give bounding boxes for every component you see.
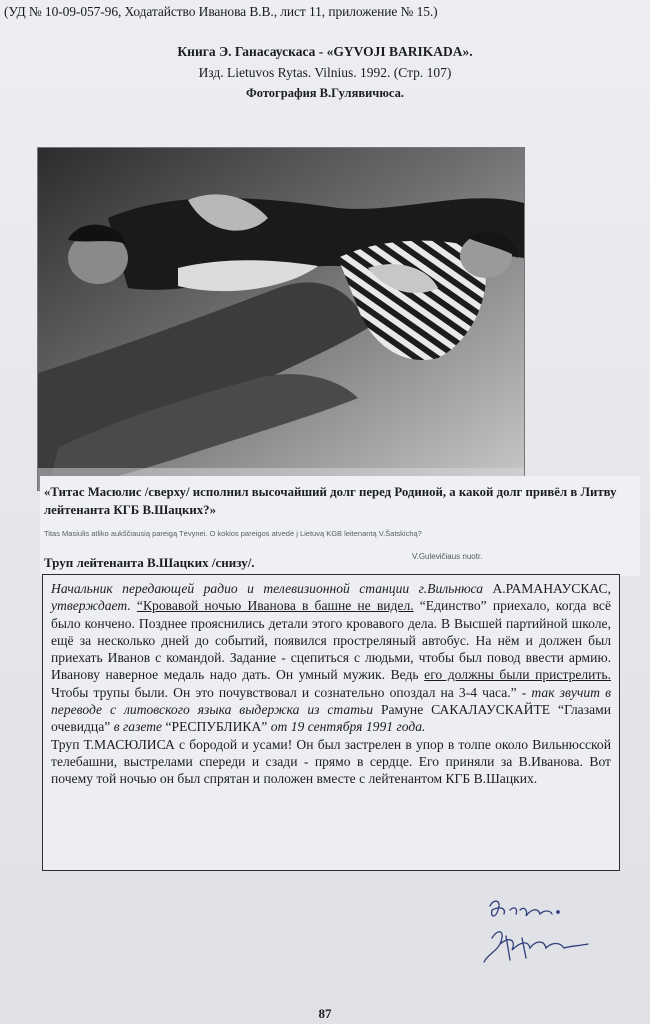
excerpt-box: [42, 574, 620, 871]
excerpt-lead: Начальник передающей радио и телевизионной станции г.Вильнюса: [51, 581, 483, 596]
case-reference-line: (УД № 10-09-057-96, Ходатайство Иванова В.В., лист 11, приложение № 15.): [4, 4, 438, 19]
excerpt-name: А.РАМАНАУСКАС,: [492, 581, 611, 596]
signature-image: [470, 888, 620, 978]
book-imprint: Изд. Lietuvos Rytas. Vilnius. 1992. (Стр. 107): [198, 65, 452, 80]
handwritten-signature: [470, 888, 620, 978]
excerpt-source-1: - так звучит в переводе с литовского языка выдержка из статьи: [51, 684, 611, 718]
excerpt-quote-underlined-1: “Кровавой ночью Иванова в башне не видел.: [136, 598, 414, 614]
excerpt-verb: утверждает.: [51, 598, 131, 614]
photo-caption-lithuanian: Titas Masiulis atliko aukščiausią pareigą Tėvynei. O kokios pareigos atvedė į Lietuvą KGB leitenantą V.Šatskichą?: [44, 529, 422, 538]
photo-credit: Фотография В.Гулявичюса.: [246, 86, 404, 100]
excerpt-paragraph-1: [51, 580, 611, 736]
page-number: 87: [318, 1006, 332, 1021]
excerpt-paragraph-2: Труп Т.МАСЮЛИСА с бородой и усами! Он был застрелен в упор в толпе около Вильнюсской телебашни, выстрелами спереди и сзади - прямо в сердце. Его приняли за В.Иванова. Вот почему той ночью он был спрятан и положен вместе с лейтенантом КГБ В.Шацких.: [51, 736, 611, 787]
excerpt-quote-2: Чтобы трупы были. Он это почувствовал и сознательно опоздал на 3-4 часа.”: [51, 684, 517, 700]
photograph: [38, 148, 524, 490]
book-title: Книга Э. Ганасаускаса - «GYVOJI BARIKADA».: [177, 44, 473, 59]
excerpt-source-3: от 19 сентября 1991 года.: [270, 719, 426, 735]
excerpt-source-2: в газете: [113, 719, 163, 735]
photo-credit-small: V.Gulevičiaus nuotr.: [412, 552, 483, 561]
excerpt-quote-1: “Единство” приехало, когда всё было кончено. Позднее прояснились детали этого кровавого дела. В Высшей партийной школе, ещё за несколько дней до событий, появился простреляный автобус. На нём и должен был приехать Иванов с командой. Задание - сцепиться с людьми, чтобы был повод ввести армию. Иванову наверное медаль надо дать. Он умный мужик. Ведь: [51, 598, 611, 683]
excerpt-source-paper: “РЕСПУБЛИКА”: [165, 719, 268, 735]
excerpt-source-author: Рамуне САКАЛАУСКАЙТЕ “Глазами очевидца”: [51, 702, 612, 735]
photograph-image: [38, 148, 524, 490]
photo-caption: «Титас Масюлис /сверху/ исполнил высочайший долг перед Родиной, а какой долг привёл в Литву лейтенанта КГБ В.Шацких?»: [44, 485, 617, 517]
photo-caption-below: Труп лейтенанта В.Шацких /снизу/.: [44, 555, 255, 570]
excerpt-quote-underlined-2: его должны были пристрелить.: [424, 667, 611, 683]
